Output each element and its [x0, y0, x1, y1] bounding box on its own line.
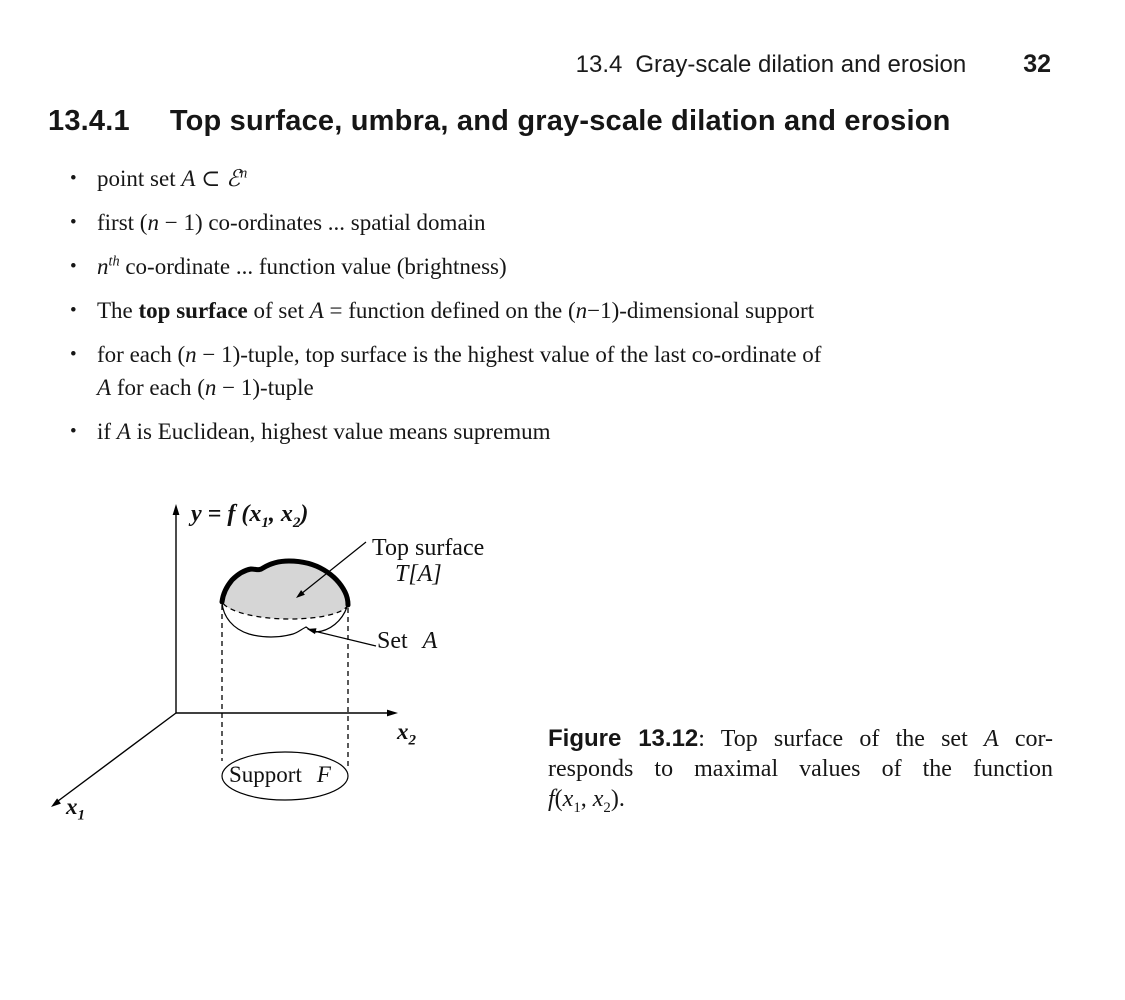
- bullet-text: point set A ⊂ ℰ$^n$: [97, 165, 248, 191]
- bullet-marker: •: [70, 300, 77, 321]
- bullet-text: first (n − 1) co-ordinates ... spatial domain: [97, 210, 486, 235]
- bullet-marker: •: [70, 421, 77, 442]
- bullet-item-4: [70, 294, 1082, 327]
- caption-line-2: responds to maximal values of the function: [548, 756, 1053, 782]
- section-heading-title: Top surface, umbra, and gray-scale dilation and erosion: [169, 105, 951, 137]
- bullet-item-1: [70, 162, 1082, 195]
- section-heading-number: 13.4.1: [48, 105, 130, 137]
- bullet-marker: •: [70, 256, 77, 277]
- caption-line-3: $f(x_1$, $x_2$).: [548, 786, 625, 816]
- bullet-text: if A is Euclidean, highest value means supremum: [97, 419, 551, 444]
- running-header-section-number: 13.4: [575, 51, 623, 78]
- set-a-pointer-arrowhead: [307, 628, 317, 634]
- section-heading: [48, 105, 951, 138]
- top-surface-region: [222, 561, 348, 619]
- running-header: [576, 50, 1051, 79]
- page-number: 32: [1023, 50, 1051, 78]
- set-a-label: Set A: [377, 628, 438, 654]
- x2-axis-label: $x_2$: [397, 719, 416, 749]
- figure-caption: [548, 724, 1053, 814]
- bullet-item-3: [70, 250, 1082, 283]
- x1-axis-label: $x_1$: [66, 794, 85, 824]
- bullet-text: $n^{th}$ co-ordinate ... function value (brightness): [97, 253, 507, 279]
- y-axis-arrowhead: [173, 504, 180, 515]
- caption-label: Figure 13.12: [548, 725, 699, 752]
- bullet-item-5: [70, 338, 1082, 404]
- bullet-text: for each (n − 1)-tuple, top surface is the highest value of the last co-ordinate of A for each (n − 1)-tuple: [97, 342, 822, 400]
- bullet-item-6: [70, 415, 1082, 448]
- bullet-list: [70, 162, 1082, 459]
- bullet-marker: •: [70, 212, 77, 233]
- bullet-text: The top surface of set A = function defined on the (n−1)-dimensional support: [97, 298, 815, 323]
- y-axis-label: y = f ($x_1$, $x_2$): [191, 501, 309, 531]
- x2-axis-arrowhead: [387, 710, 398, 717]
- running-header-section-name: Gray-scale dilation and erosion: [635, 51, 967, 78]
- bullet-item-2: [70, 206, 1082, 239]
- support-label: Support F: [229, 762, 331, 787]
- set-a-pointer-line: [314, 631, 376, 646]
- top-surface-symbol-label: T[A]: [395, 561, 442, 587]
- x1-axis-line: [58, 713, 176, 801]
- top-surface-label: Top surface: [372, 535, 485, 561]
- caption-line-1: Figure 13.12: Top surface of the set A cor-: [548, 725, 1053, 752]
- bullet-marker: •: [70, 168, 77, 189]
- bullet-marker: •: [70, 344, 77, 365]
